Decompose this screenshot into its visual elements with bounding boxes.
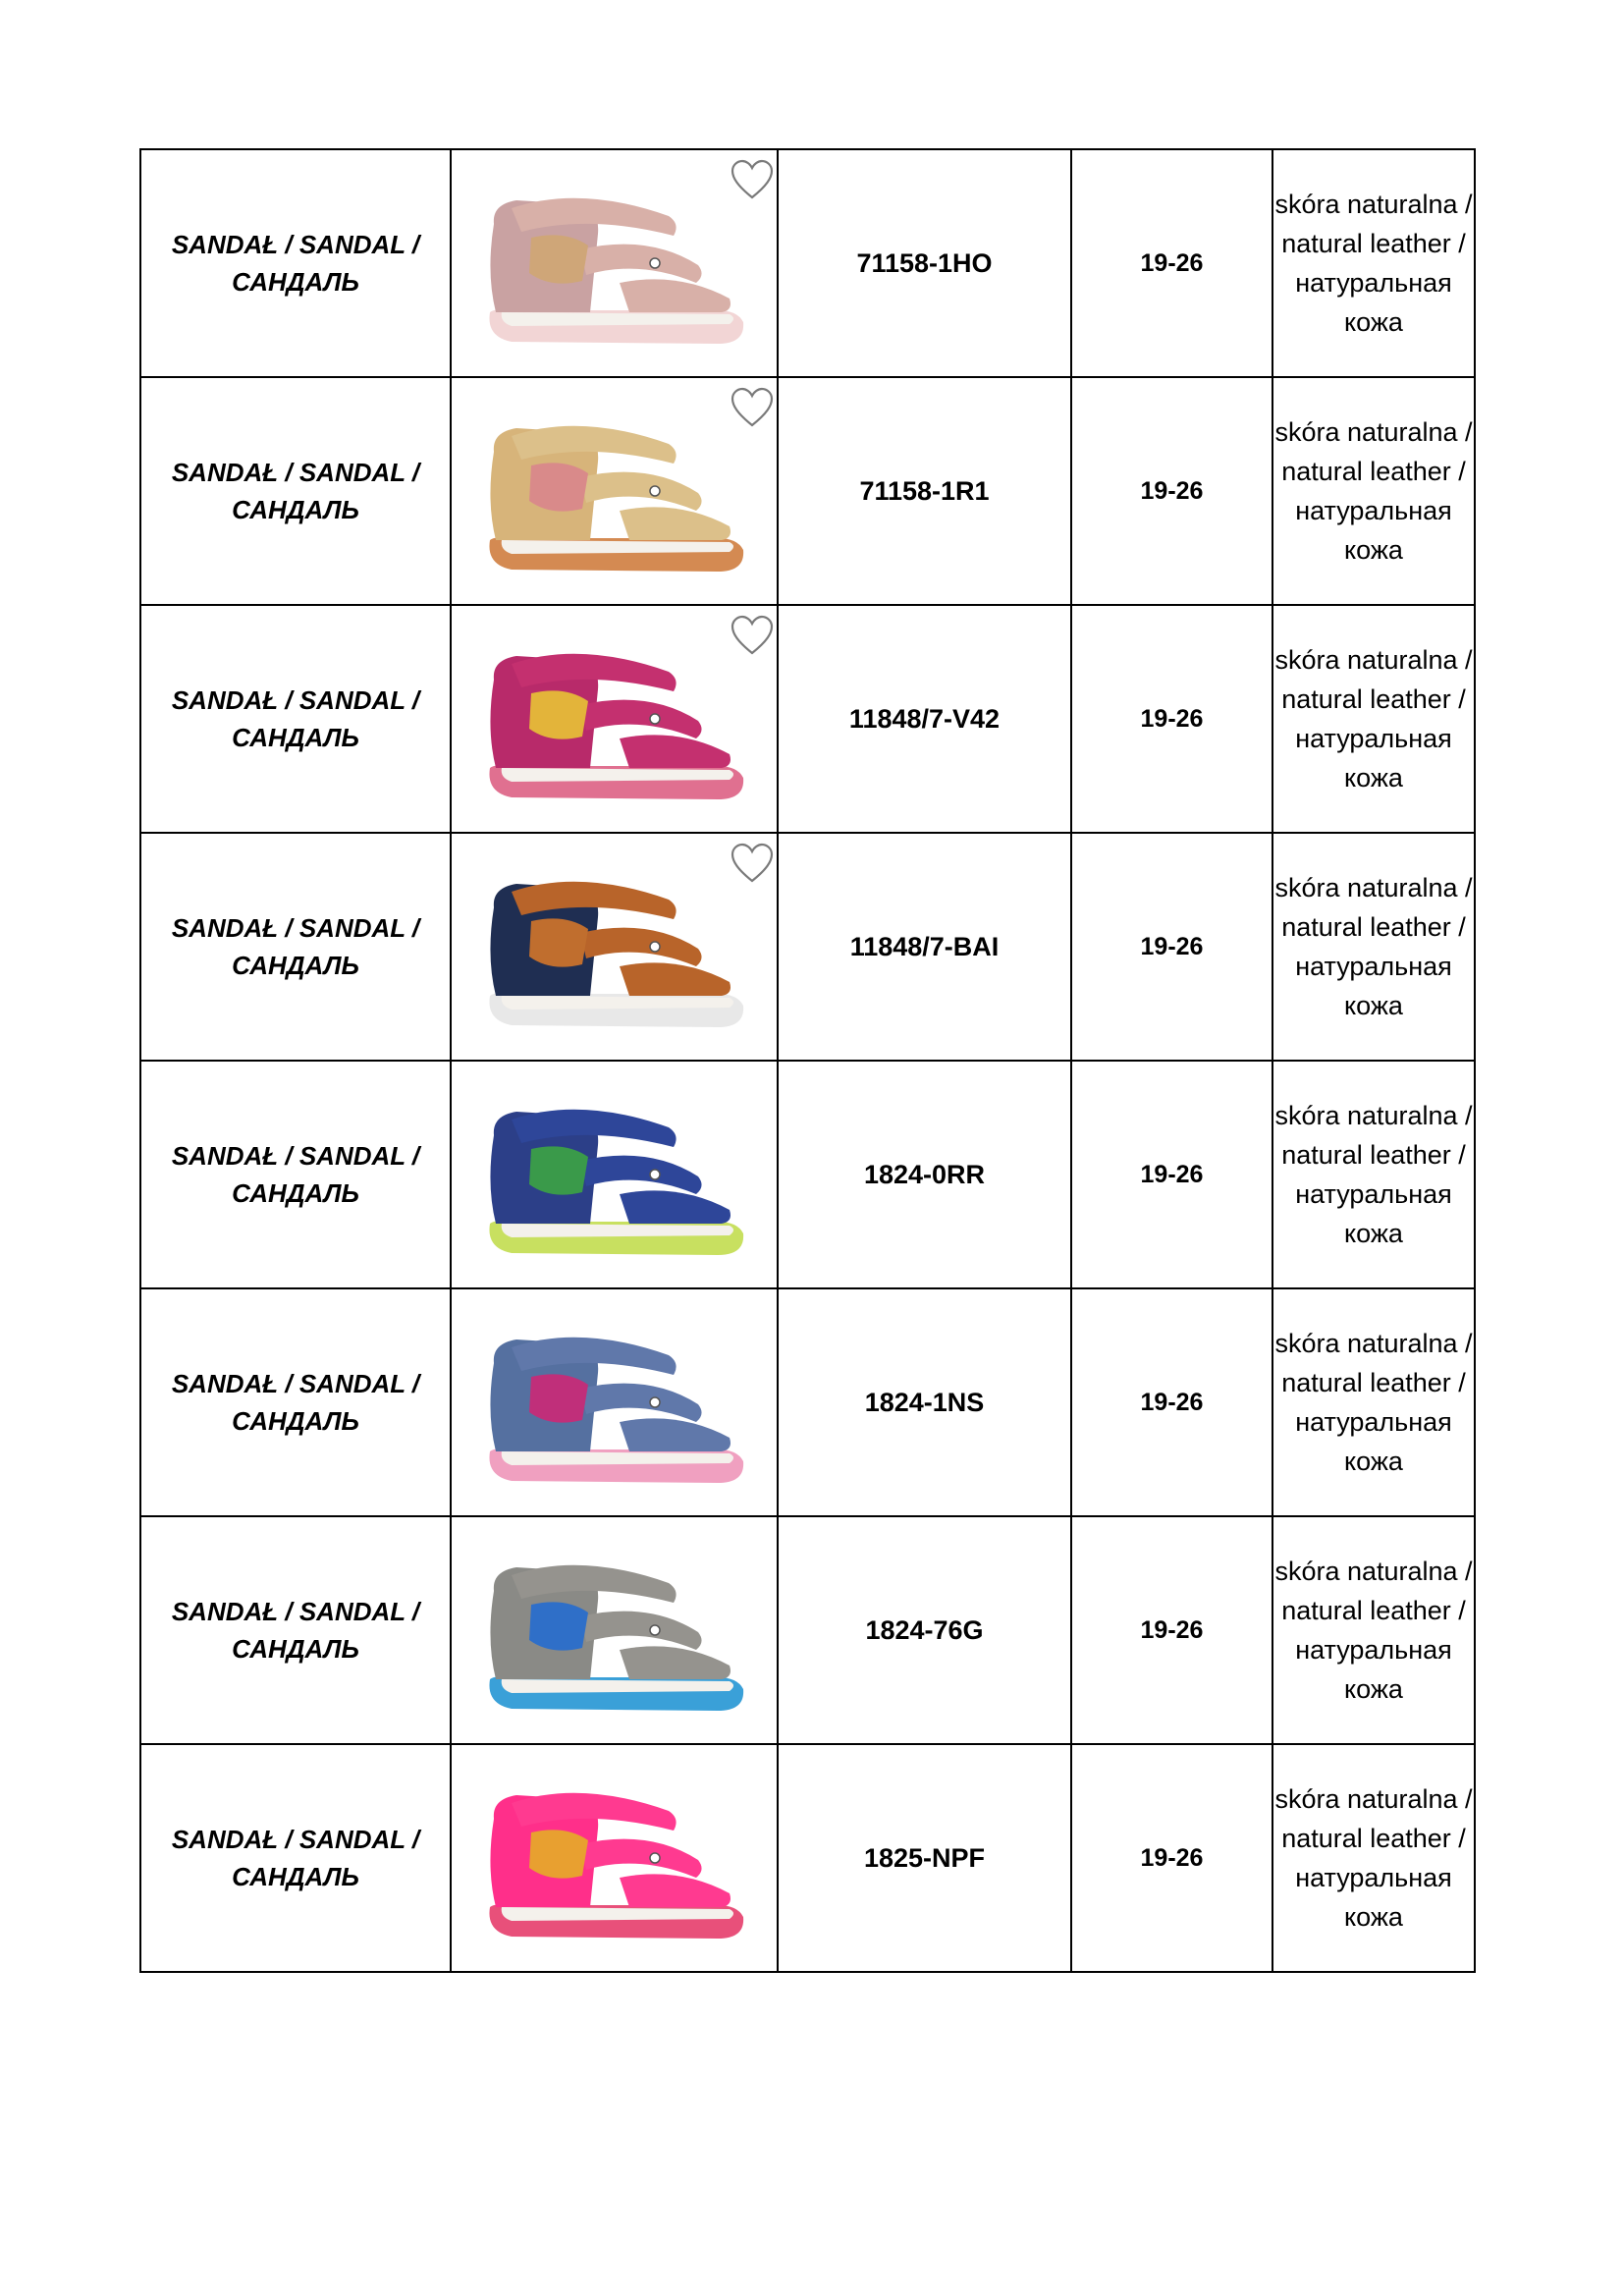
product-code: 1824-1NS	[864, 1387, 985, 1417]
material: skóra naturalna / natural leather / натуральная кожа	[1274, 190, 1473, 337]
sandal-rivet	[650, 486, 660, 496]
sandal-accent	[529, 235, 588, 283]
product-type: SANDAŁ / SANDAL / САНДАЛЬ	[171, 1825, 420, 1891]
sandal-rivet	[650, 714, 660, 724]
sandal-image	[472, 1760, 757, 1956]
sandal-accent	[529, 1374, 588, 1422]
sandal-image	[472, 848, 757, 1045]
sandal-footbed	[501, 1451, 732, 1465]
product-type: SANDAŁ / SANDAL / САНДАЛЬ	[171, 913, 420, 980]
sandal-image	[472, 621, 757, 817]
size-range-cell	[1071, 833, 1272, 1061]
product-type: SANDAŁ / SANDAL / САНДАЛЬ	[171, 1369, 420, 1436]
table-row	[140, 1061, 1475, 1288]
material-cell	[1272, 149, 1475, 377]
product-code-cell	[778, 377, 1071, 605]
heart-outline-icon[interactable]	[730, 614, 775, 657]
size-range-cell	[1071, 149, 1272, 377]
sandal-rivet	[650, 942, 660, 952]
material: skóra naturalna / natural leather / натуральная кожа	[1274, 1101, 1473, 1248]
size-range-cell	[1071, 605, 1272, 833]
sandal-accent	[529, 1146, 588, 1194]
product-type: SANDAŁ / SANDAL / САНДАЛЬ	[171, 1597, 420, 1664]
material-cell	[1272, 1516, 1475, 1744]
sandal-image	[472, 1532, 757, 1728]
sandal-footbed	[501, 996, 732, 1010]
sandal-strap-middle	[580, 928, 702, 966]
material: skóra naturalna / natural leather / натуральная кожа	[1274, 645, 1473, 793]
table-row	[140, 1288, 1475, 1516]
sandal-footbed	[501, 1679, 732, 1693]
product-code-cell	[778, 149, 1071, 377]
size-range-cell	[1071, 1061, 1272, 1288]
heart-outline-icon[interactable]	[730, 158, 775, 201]
sandal-strap-toe	[620, 735, 731, 768]
sandal-strap-toe	[620, 1874, 731, 1907]
material: skóra naturalna / natural leather / натуральная кожа	[1274, 1557, 1473, 1704]
size-range: 19-26	[1140, 1843, 1204, 1872]
product-code: 1825-NPF	[863, 1842, 986, 1873]
material-cell	[1272, 377, 1475, 605]
sandal-footbed	[501, 768, 732, 782]
product-type: SANDAŁ / SANDAL / САНДАЛЬ	[171, 1141, 420, 1208]
sandal-strap-toe	[620, 1190, 731, 1224]
product-image-cell	[451, 605, 778, 833]
material-cell	[1272, 1744, 1475, 1972]
sandal-rivet	[650, 1853, 660, 1863]
product-type-cell	[140, 605, 451, 833]
product-code-cell	[778, 1516, 1071, 1744]
size-range: 19-26	[1140, 704, 1204, 733]
material-cell	[1272, 605, 1475, 833]
size-range: 19-26	[1140, 476, 1204, 505]
size-range: 19-26	[1140, 1615, 1204, 1644]
product-code: 1824-0RR	[863, 1159, 986, 1189]
sandal-strap-middle	[580, 1612, 702, 1650]
product-code-cell	[778, 1744, 1071, 1972]
sandal-rivet	[650, 1625, 660, 1635]
sandal-accent	[529, 690, 588, 738]
sandal-strap-toe	[620, 507, 731, 540]
sandal-image	[472, 165, 757, 361]
product-code-cell	[778, 1061, 1071, 1288]
product-code-cell	[778, 833, 1071, 1061]
heart-outline-icon[interactable]	[730, 386, 775, 429]
size-range: 19-26	[1140, 932, 1204, 960]
material: skóra naturalna / natural leather / натуральная кожа	[1274, 873, 1473, 1020]
table-row	[140, 1744, 1475, 1972]
sandal-strap-toe	[620, 279, 731, 312]
sandal-footbed	[501, 312, 732, 326]
product-type: SANDAŁ / SANDAL / САНДАЛЬ	[171, 458, 420, 524]
product-type-cell	[140, 1516, 451, 1744]
product-code: 11848/7-BAI	[849, 931, 1000, 961]
product-code-cell	[778, 605, 1071, 833]
material: skóra naturalna / natural leather / натуральная кожа	[1274, 417, 1473, 565]
product-code: 11848/7-V42	[848, 703, 1001, 734]
material-cell	[1272, 1288, 1475, 1516]
sandal-footbed	[501, 1224, 732, 1237]
product-type-cell	[140, 1744, 451, 1972]
product-type: SANDAŁ / SANDAL / САНДАЛЬ	[171, 230, 420, 297]
sandal-rivet	[650, 1397, 660, 1407]
material-cell	[1272, 833, 1475, 1061]
product-type-cell	[140, 1061, 451, 1288]
sandal-strap-middle	[580, 245, 702, 283]
product-type-cell	[140, 149, 451, 377]
material-cell	[1272, 1061, 1475, 1288]
sandal-strap-middle	[580, 1839, 702, 1878]
material: skóra naturalna / natural leather / натуральная кожа	[1274, 1784, 1473, 1932]
product-image-cell	[451, 1744, 778, 1972]
product-image-cell	[451, 1516, 778, 1744]
size-range-cell	[1071, 377, 1272, 605]
table-row	[140, 149, 1475, 377]
product-table	[139, 148, 1476, 1973]
product-type-cell	[140, 377, 451, 605]
table-row	[140, 377, 1475, 605]
sandal-strap-middle	[580, 1384, 702, 1422]
table-row	[140, 833, 1475, 1061]
size-range-cell	[1071, 1288, 1272, 1516]
sandal-strap-middle	[580, 1156, 702, 1194]
size-range: 19-26	[1140, 1160, 1204, 1188]
sandal-rivet	[650, 258, 660, 268]
sandal-accent	[529, 1830, 588, 1878]
material: skóra naturalna / natural leather / натуральная кожа	[1274, 1329, 1473, 1476]
product-code: 71158-1HO	[856, 247, 993, 278]
sandal-rivet	[650, 1170, 660, 1179]
product-image-cell	[451, 833, 778, 1061]
product-image-cell	[451, 1061, 778, 1288]
product-type: SANDAŁ / SANDAL / САНДАЛЬ	[171, 685, 420, 752]
sandal-accent	[529, 463, 588, 511]
product-type-cell	[140, 833, 451, 1061]
product-image-cell	[451, 149, 778, 377]
size-range-cell	[1071, 1744, 1272, 1972]
sandal-accent	[529, 1602, 588, 1650]
sandal-image	[472, 393, 757, 589]
product-image-cell	[451, 377, 778, 605]
sandal-image	[472, 1304, 757, 1501]
size-range: 19-26	[1140, 1388, 1204, 1416]
size-range-cell	[1071, 1516, 1272, 1744]
sandal-footbed	[501, 540, 732, 554]
table-row	[140, 605, 1475, 833]
sandal-image	[472, 1076, 757, 1273]
product-code-cell	[778, 1288, 1071, 1516]
product-code: 1824-76G	[865, 1614, 984, 1645]
sandal-strap-middle	[580, 472, 702, 511]
sandal-strap-toe	[620, 1646, 731, 1679]
product-code: 71158-1R1	[859, 475, 990, 506]
sandal-strap-toe	[620, 962, 731, 996]
product-table-body	[140, 149, 1475, 1972]
size-range: 19-26	[1140, 248, 1204, 277]
sandal-accent	[529, 918, 588, 966]
product-image-cell	[451, 1288, 778, 1516]
heart-outline-icon[interactable]	[730, 842, 775, 885]
table-row	[140, 1516, 1475, 1744]
product-type-cell	[140, 1288, 451, 1516]
sandal-strap-middle	[580, 700, 702, 738]
sandal-strap-toe	[620, 1418, 731, 1451]
sandal-footbed	[501, 1907, 732, 1921]
